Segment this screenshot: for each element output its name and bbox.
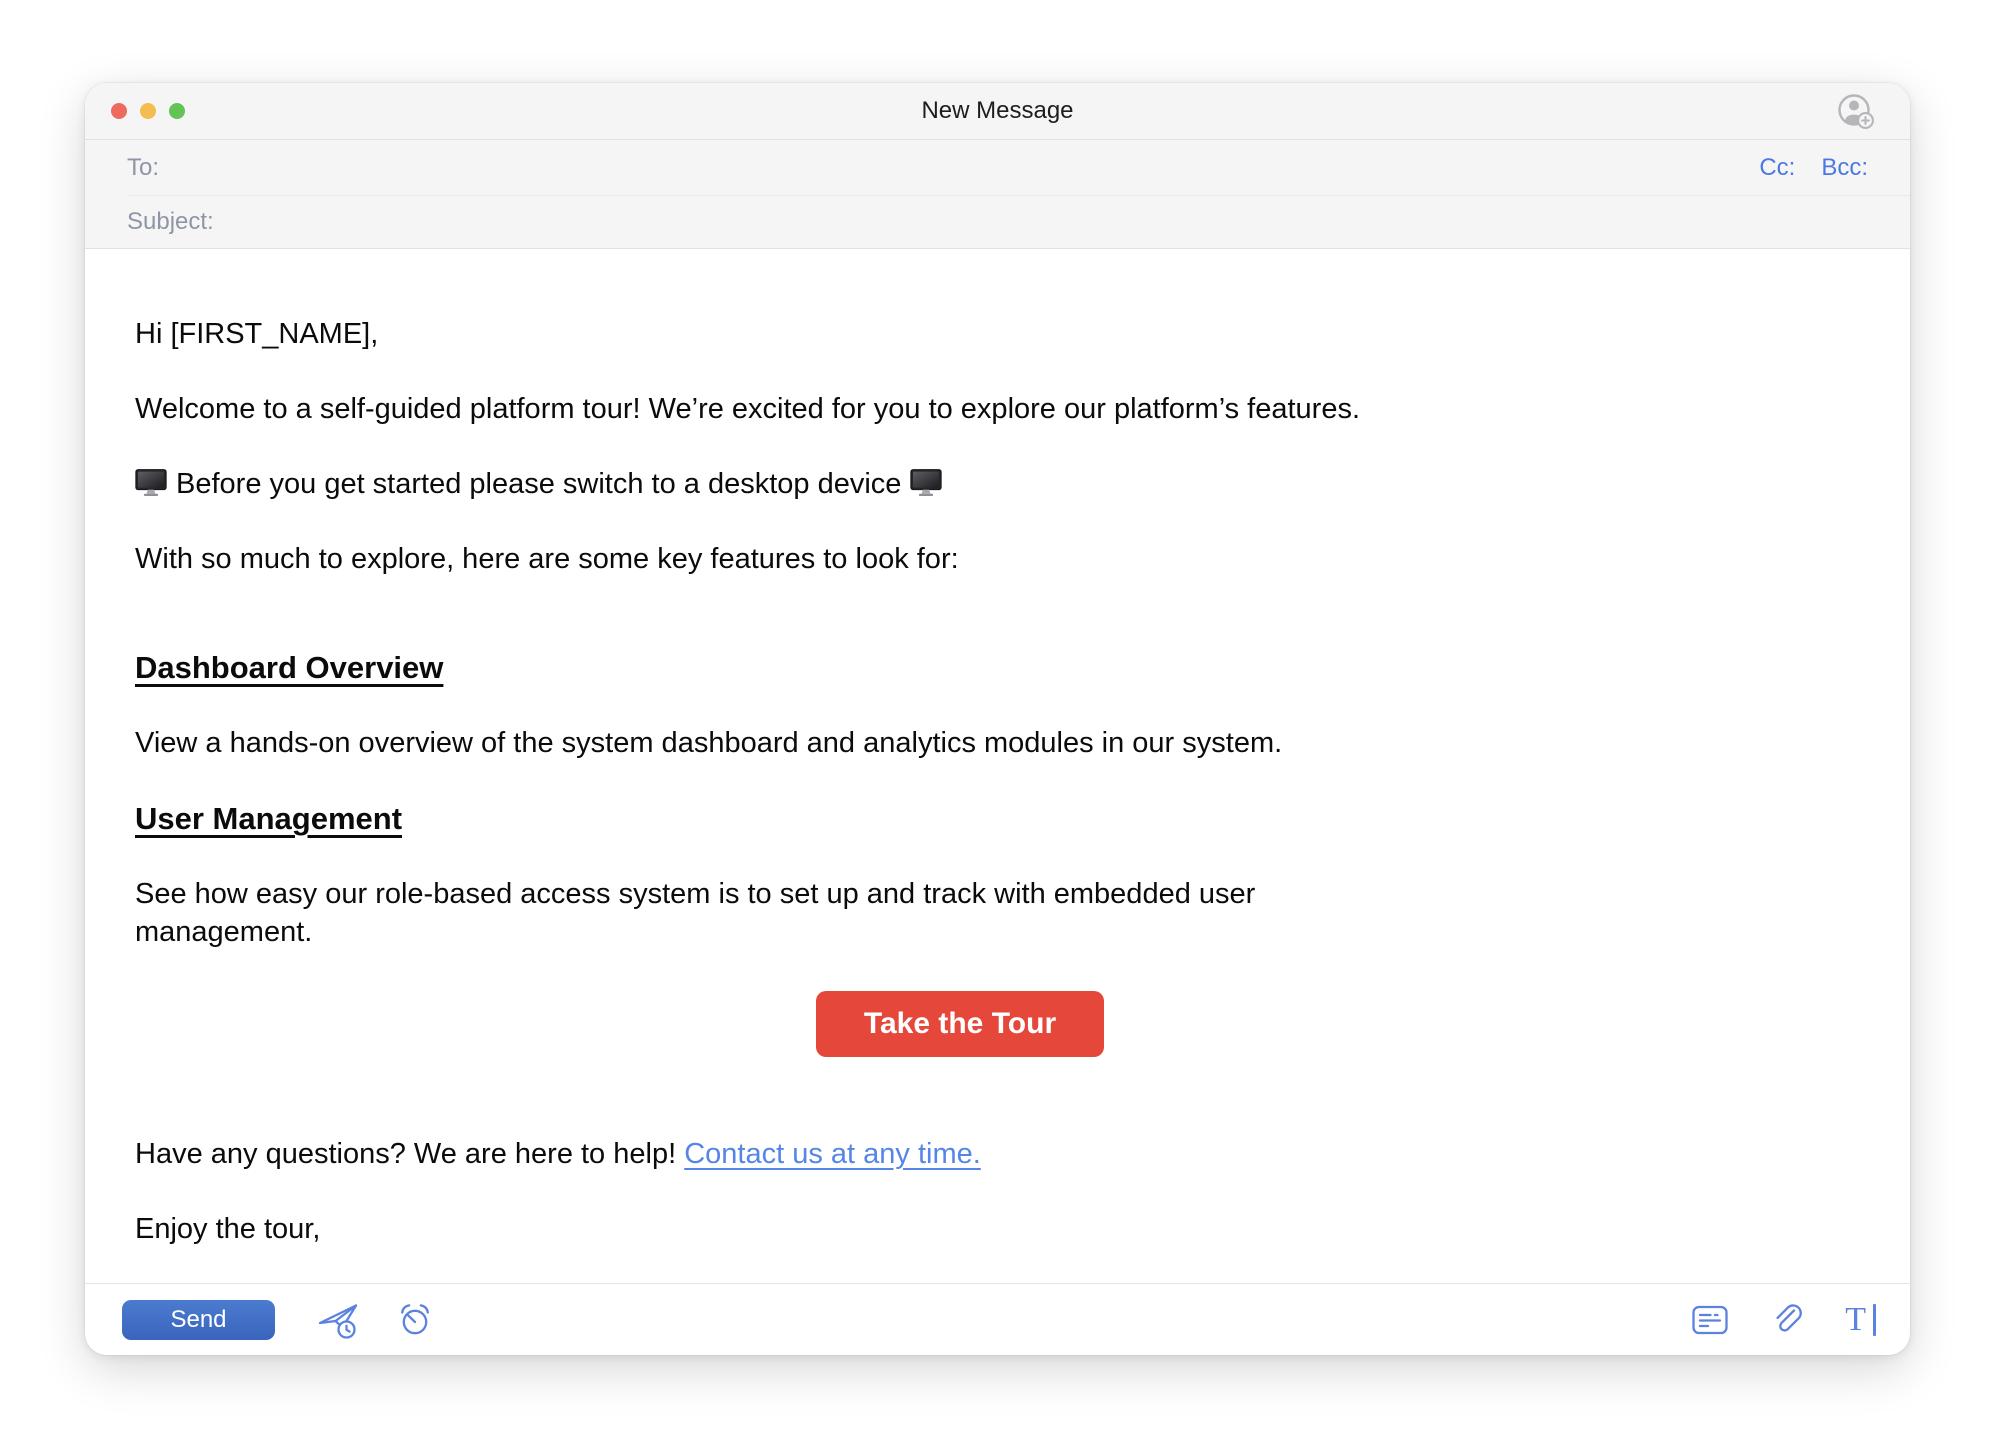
text-cursor-bar [1873, 1304, 1876, 1336]
text-format-button[interactable] [1845, 1300, 1876, 1338]
subject-row [85, 196, 1910, 249]
person-add-icon [1832, 90, 1878, 132]
zoom-window-button[interactable] [169, 103, 185, 119]
message-body[interactable] [85, 249, 1910, 1283]
send-later-icon [315, 1299, 361, 1341]
intro-text: Welcome to a self-guided platform tour! We’re excited for you to explore our platform’s features. [135, 393, 1361, 425]
format-panel-button[interactable] [1691, 1303, 1729, 1337]
to-input[interactable] [159, 140, 1759, 196]
send-button[interactable]: Send [122, 1300, 275, 1340]
contact-us-link[interactable]: Contact us at any time. [684, 1138, 981, 1170]
compose-toolbar [85, 1283, 1910, 1355]
section-heading-user-management: User Management [135, 801, 403, 836]
alarm-clock-icon [395, 1300, 435, 1340]
section-text-dashboard: View a hands-on overview of the system dashboard and analytics modules in our system. [135, 727, 1283, 759]
format-panel-icon [1691, 1303, 1729, 1337]
closing-text: Enjoy the tour, [135, 1213, 321, 1245]
subject-input[interactable] [214, 196, 1868, 248]
traffic-lights [111, 103, 185, 119]
minimize-window-button[interactable] [140, 103, 156, 119]
close-window-button[interactable] [111, 103, 127, 119]
desktop-monitor-emoji [135, 468, 167, 497]
section-text-user-management: See how easy our role-based access system is to set up and track with embedded user management. [135, 878, 1256, 948]
explore-text: With so much to explore, here are some key features to look for: [135, 543, 959, 575]
paperclip-icon [1769, 1302, 1805, 1338]
subject-label: Subject: [127, 208, 214, 235]
greeting-text: Hi [FIRST_NAME], [135, 318, 379, 350]
titlebar [85, 83, 1910, 140]
to-row [85, 140, 1910, 196]
add-contact-button[interactable] [1832, 90, 1878, 132]
bcc-button[interactable]: Bcc: [1821, 154, 1868, 181]
device-note-text: Before you get started please switch to a desktop device [135, 465, 1785, 503]
desktop-monitor-emoji [910, 468, 942, 497]
to-label: To: [127, 154, 160, 181]
questions-text: Have any questions? We are here to help! Contact us at any time. [135, 1138, 981, 1170]
attach-file-button[interactable] [1769, 1302, 1805, 1338]
section-heading-dashboard: Dashboard Overview [135, 650, 444, 685]
reminder-button[interactable] [395, 1300, 435, 1340]
window-title: New Message [921, 97, 1074, 124]
cc-button[interactable]: Cc: [1759, 154, 1796, 181]
take-the-tour-button[interactable]: Take the Tour [816, 991, 1104, 1057]
compose-window [85, 83, 1910, 1355]
text-format-icon: T [1845, 1300, 1866, 1338]
send-later-button[interactable] [315, 1299, 361, 1341]
cta-container [135, 991, 1785, 1057]
